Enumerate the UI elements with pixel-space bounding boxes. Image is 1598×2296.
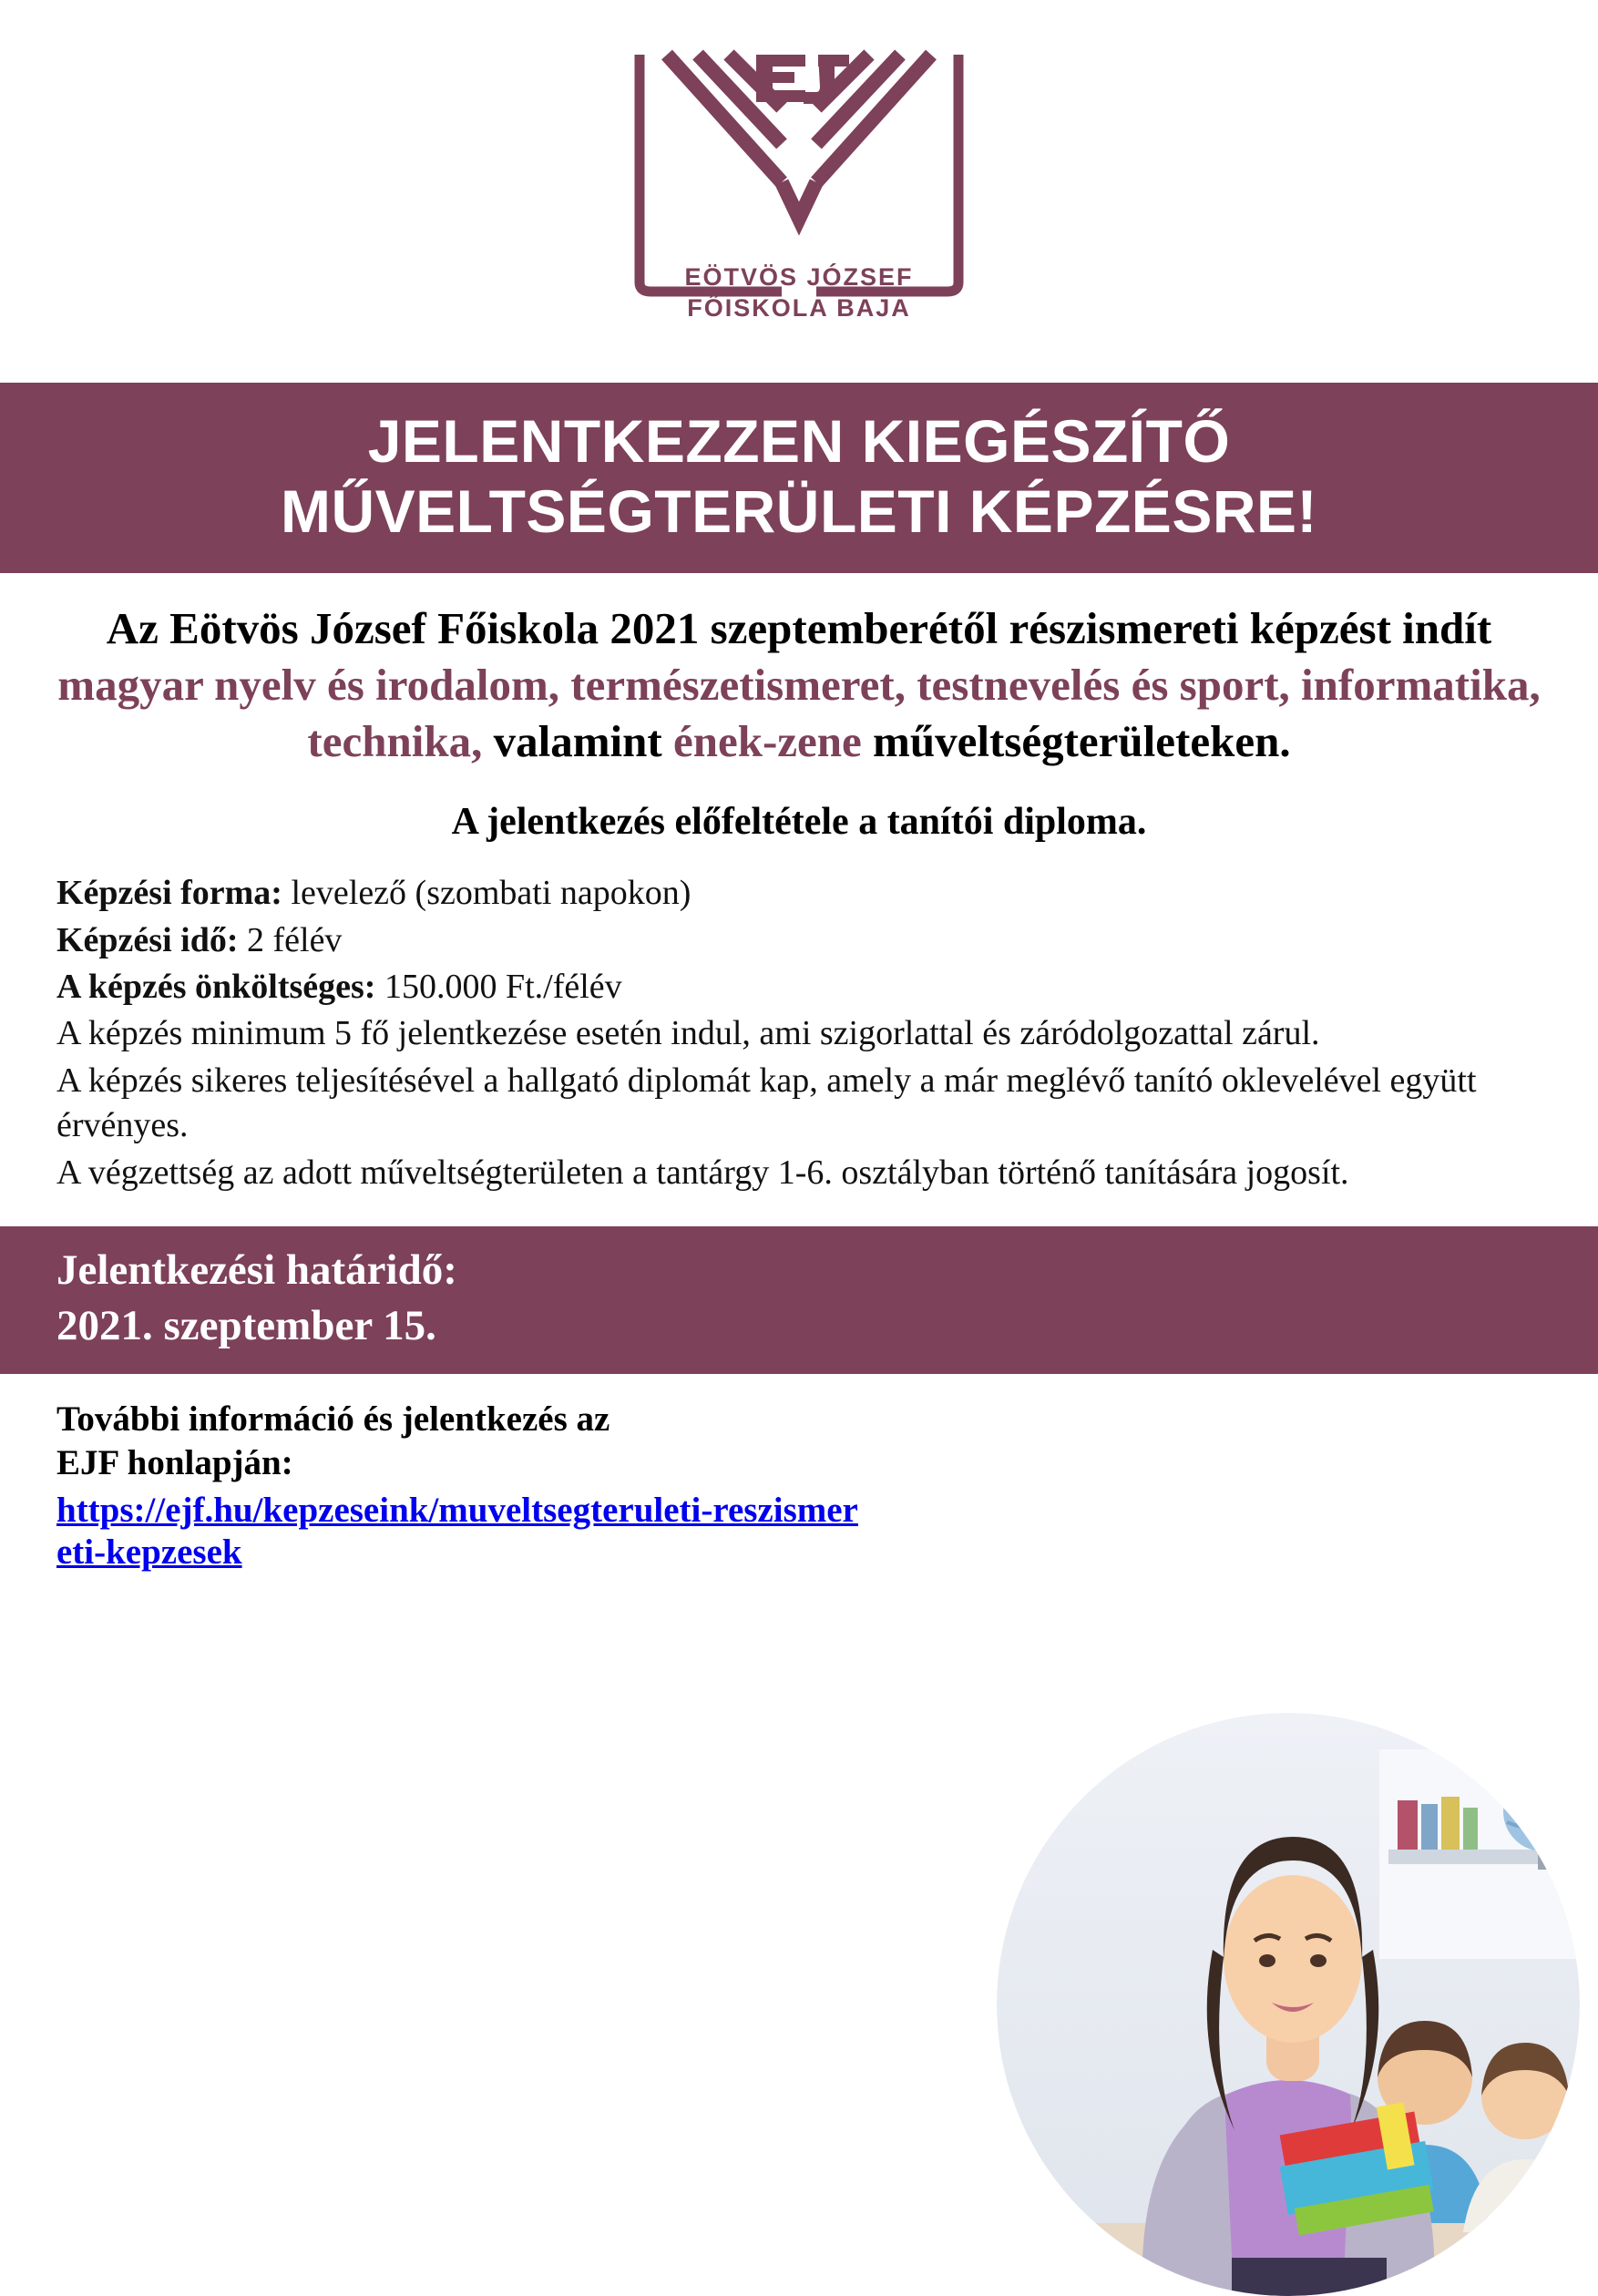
logo-text-line2: FŐISKOLA BAJA [687,293,911,322]
logo-mark-icon [603,36,995,301]
detail-label-form: Képzési forma: [56,874,282,913]
precondition-text: A jelentkezés előfeltétele a tanítói diploma. [451,801,1147,844]
detail-paragraph-3: A végzettség az adott műveltségterületen a tantárgy 1-6. osztályban történő tanítására jogosít. [56,1153,1349,1192]
application-url-link[interactable]: https://ejf.hu/kepzeseink/muveltsegteruleti-reszismereti-kepzesek [56,1491,858,1573]
detail-paragraph-1: A képzés minimum 5 fő jelentkezése esetén indul, ami szigorlattal és záródolgozattal zárul. [56,1014,1320,1053]
logo-text-line1: EÖTVÖS JÓZSEF [684,263,914,291]
detail-row-form [56,871,1542,916]
contact-block [0,1374,929,1573]
detail-row-duration [56,918,1542,963]
detail-value-fee: 150.000 Ft./félév [375,968,622,1007]
intro-accent-2: ének-zene [672,715,862,766]
deadline-date: 2021. szeptember 15. [56,1302,436,1350]
contact-line-2: EJF honlapján: [56,1442,293,1482]
detail-value-form: levelező (szombati napokon) [282,874,691,913]
logo-area [0,0,1598,383]
details-block [0,844,1598,1195]
detail-paragraph-2: A képzés sikeres teljesítésével a hallgató diplomát kap, amely a már meglévő tanító oklevelével együtt érvényes. [56,1061,1477,1145]
intro-part-3: műveltségterületeken. [861,715,1291,766]
detail-label-duration: Képzési idő: [56,920,239,959]
detail-value-duration: 2 félév [238,920,343,959]
intro-paragraph [0,573,1598,769]
deadline-label: Jelentkezési határidő: [56,1246,457,1295]
intro-part-1: Az Eötvös József Főiskola 2021 szeptemberétől részismereti képzést indít [106,603,1492,654]
contact-line-1: További információ és jelentkezés az [56,1399,610,1440]
headline-line-1: JELENTKEZZEN KIEGÉSZÍTŐ [367,407,1231,475]
detail-row-fee [56,965,1542,1010]
teacher-photo [997,1713,1580,2296]
headline-banner [0,383,1598,573]
intro-accent-1: magyar nyelv és irodalom, természetismeret, testnevelés és sport, informatika, technika, [57,659,1541,766]
detail-label-fee: A képzés önköltséges: [56,968,376,1007]
deadline-bar [0,1226,1598,1374]
institution-logo [603,36,995,324]
headline-line-2: MŰVELTSÉGTERÜLETI KÉPZÉSRE! [280,477,1317,545]
intro-part-2: valamint [482,715,673,766]
